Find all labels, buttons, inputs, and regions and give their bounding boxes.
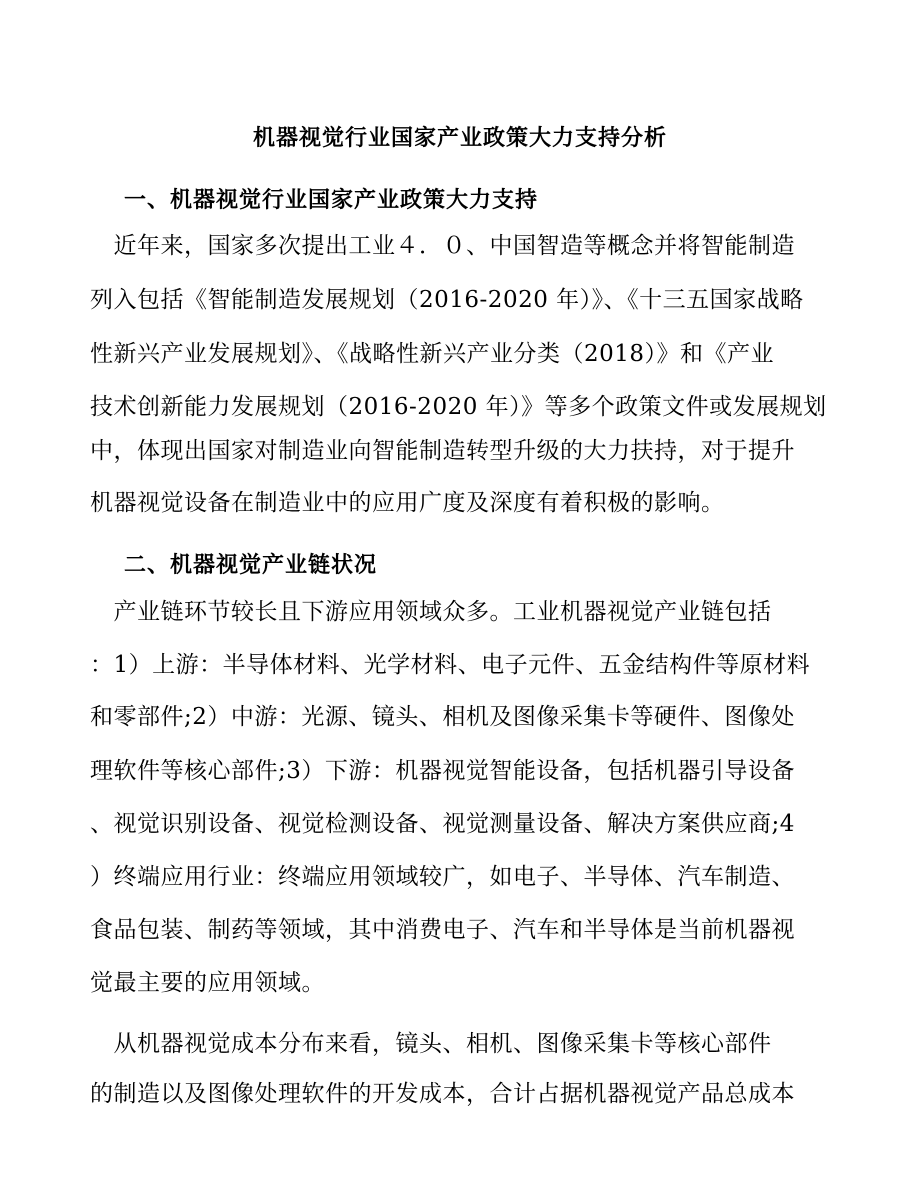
section-1-heading: 一、机器视觉行业国家产业政策大力支持 [124,187,539,213]
paragraph-line: 的制造以及图像处理软件的开发成本，合计占据机器视觉产品总成本 [90,1081,795,1107]
paragraph-line: 机器视觉设备在制造业中的应用广度及深度有着积极的影响。 [90,490,725,516]
section-2-heading: 二、机器视觉产业链状况 [124,552,378,578]
paragraph-line: 技术创新能力发展规划（2016-2020 年）》等多个政策文件或发展规划 [90,394,827,420]
paragraph-line: 中，体现出国家对制造业向智能制造转型升级的大力扶持，对于提升 [90,438,795,464]
paragraph-line: 食品包装、制药等领域，其中消费电子、汽车和半导体是当前机器视 [90,917,795,943]
paragraph-line: 觉最主要的应用领域。 [90,970,325,996]
paragraph-line: 近年来，国家多次提出工业４．０、中国智造等概念并将智能制造 [90,233,795,259]
paragraph-line: 、视觉识别设备、视觉检测设备、视觉测量设备、解决方案供应商;4 [90,811,795,837]
paragraph-line: 从机器视觉成本分布来看，镜头、相机、图像采集卡等核心部件 [90,1031,772,1057]
paragraph-line: 产业链环节较长且下游应用领域众多。工业机器视觉产业链包括 [90,599,772,625]
paragraph-line: 和零部件;2）中游：光源、镜头、相机及图像采集卡等硬件、图像处 [90,704,795,730]
document-title: 机器视觉行业国家产业政策大力支持分析 [252,125,667,151]
paragraph-line: 列入包括《智能制造发展规划（2016-2020 年）》、《十三五国家战略 [90,287,804,313]
paragraph-line: 理软件等核心部件;3）下游：机器视觉智能设备，包括机器引导设备 [90,758,795,784]
paragraph-line: 性新兴产业发展规划》、《战略性新兴产业分类（2018）》和《产业 [90,341,775,367]
paragraph-line: ）终端应用行业：终端应用领域较广，如电子、半导体、汽车制造、 [90,864,795,890]
paragraph-line: ：1）上游：半导体材料、光学材料、电子元件、五金结构件等原材料 [90,652,811,678]
